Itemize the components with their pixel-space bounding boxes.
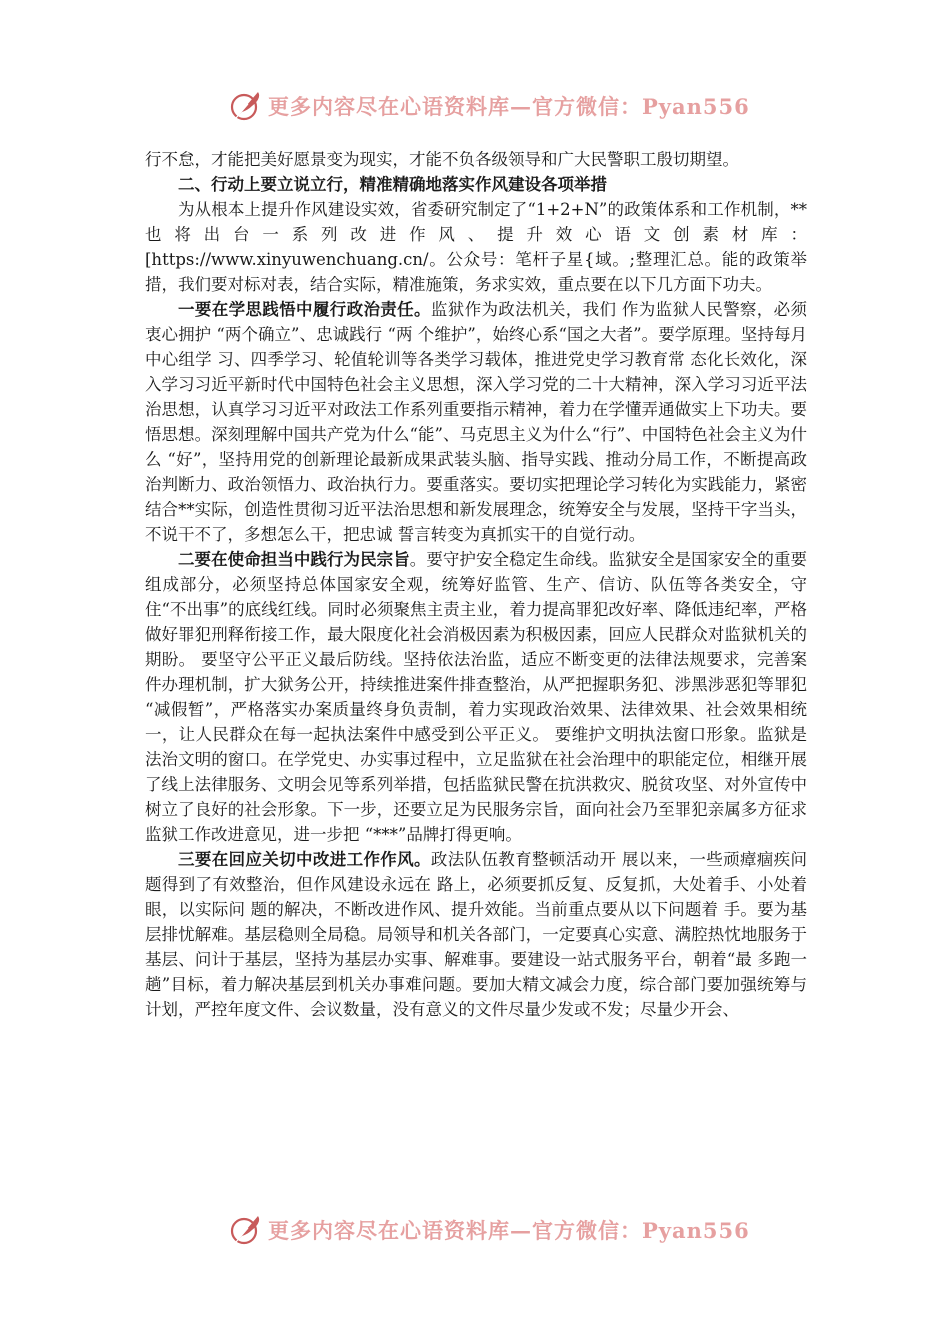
paragraph-point-one	[145, 297, 807, 547]
paragraph-point-two	[145, 547, 807, 847]
paragraph-intro: 为从根本上提升作风建设实效，省委研究制定了“1+2+N”的政策体系和工作机制，**也将出台一系列改进作风、提升效心语文创素材库：[https://www.xinyuwenchuang.cn/。公众号：笔杆子星{域。;整理汇总。能的政策举措，我们要对标对表，结合实际，精准施策，务求实效，重点要在以下几方面下功夫。	[145, 200, 807, 294]
watermark-banner-top	[228, 86, 750, 126]
watermark-banner-bottom	[228, 1210, 750, 1250]
point-one-lead: 一要在学思践悟中履行政治责任。	[178, 300, 431, 319]
point-two-body: 。要守护安全稳定生命线。监狱安全是国家安全的重要组成部分，必须坚持总体国家安全观，统筹好监管、生产、信访、队伍等各类安全，守住“不出事”的底线红线。同时必须聚焦主责主业，着力提高罪犯改好率、降低违纪率，严格做好罪犯刑释衔接工作，最大限度化社会消极因素为积极因素，回应人民群众对监狱机关的期盼。 要坚守公平正义最后防线。坚持依法治监，适应不断变更的法律法规要求，完善案件办理机制，扩大狱务公开，持续推进案件排查整治，从严把握职务犯、涉黑涉恶犯等罪犯 “减假暂”，严格落实办案质量终身负责制，着力实现政治效果、法律效果、社会效果相统一，让人民群众在每一起执法案件中感受到公平正义。 要维护文明执法窗口形象。监狱是法治文明的窗口。在学党史、办实事过程中，立足监狱在社会治理中的职能定位，相继开展了线上法律服务、文明会见等系列举措，包括监狱民警在抗洪救灾、脱贫攻坚、对外宣传中树立了良好的社会形象。下一步，还要立足为民服务宗旨，面向社会乃至罪犯亲属多方征求监狱工作改进意见，进一步把 “***”品牌打得更响。	[145, 550, 808, 844]
watermark-text: 更多内容尽在心语资料库—官方微信：Pyan556	[268, 1218, 750, 1243]
section-heading: 二、行动上要立说立行，精准精确地落实作风建设各项举措	[178, 175, 607, 194]
document-body	[145, 147, 807, 1022]
point-three-body: 政法队伍教育整顿活动开 展以来，一些顽瘴痼疾问题得到了有效整治，但作风建设永远在 路上，必须要抓反复、反复抓，大处着手、小处着眼，以实际问 题的解决，不断改进作风、提升效能。当前重点要从以下问题着 手。要为基层排忧解难。基层稳则全局稳。局领导和机关各部门，一定要真心实意、满腔热忱地服务于基层、问计于基层，坚持为基层办实事、解难事。要建设一站式服务平台，朝着“最 多跑一趟”目标，着力解决基层到机关办事难问题。要加大精文减会力度，综合部门要加强统筹与计划，严控年度文件、会议数量，没有意义的文件尽量少发或不发；尽量少开会、	[145, 850, 807, 1019]
paragraph-continuation: 行不怠，才能把美好愿景变为现实，才能不负各级领导和广大民警职工殷切期望。	[145, 150, 739, 169]
feather-quill-logo-icon	[228, 1212, 264, 1248]
point-three-lead: 三要在回应关切中改进工作作风。	[178, 850, 431, 869]
paragraph-point-three	[145, 847, 807, 1022]
feather-quill-logo-icon	[228, 88, 264, 124]
watermark-text: 更多内容尽在心语资料库—官方微信：Pyan556	[268, 94, 750, 119]
point-one-body: 监狱作为政法机关，我们 作为监狱人民警察，必须衷心拥护 “两个确立”、忠诚践行 “两 个维护”，始终心系“国之大者”。要学原理。坚持每月中心组学 习、四季学习、轮值轮训等各类学习载体，推进党史学习教育常 态化长效化，深入学习习近平新时代中国特色社会主义思想，深入学习党的二十大精神，深入学习习近平法治思想，认真学习习近平对政法工作系列重要指示精神，着力在学懂弄通做实上下功夫。要悟思想。深刻理解中国共产党为什么“能”、马克思主义为什么“行”、中国特色社会主义为什么 “好”，坚持用党的创新理论最新成果武装头脑、指导实践、推动分局工作，不断提高政治判断力、政治领悟力、政治执行力。要重落实。要切实把理论学习转化为实践能力，紧密结合**实际，创造性贯彻习近平法治思想和新发展理念，统筹安全与发展，坚持干字当头，不说干不了，多想怎么干，把忠诚 誓言转变为真抓实干的自觉行动。	[145, 300, 807, 544]
point-two-lead: 二要在使命担当中践行为民宗旨	[178, 550, 410, 569]
